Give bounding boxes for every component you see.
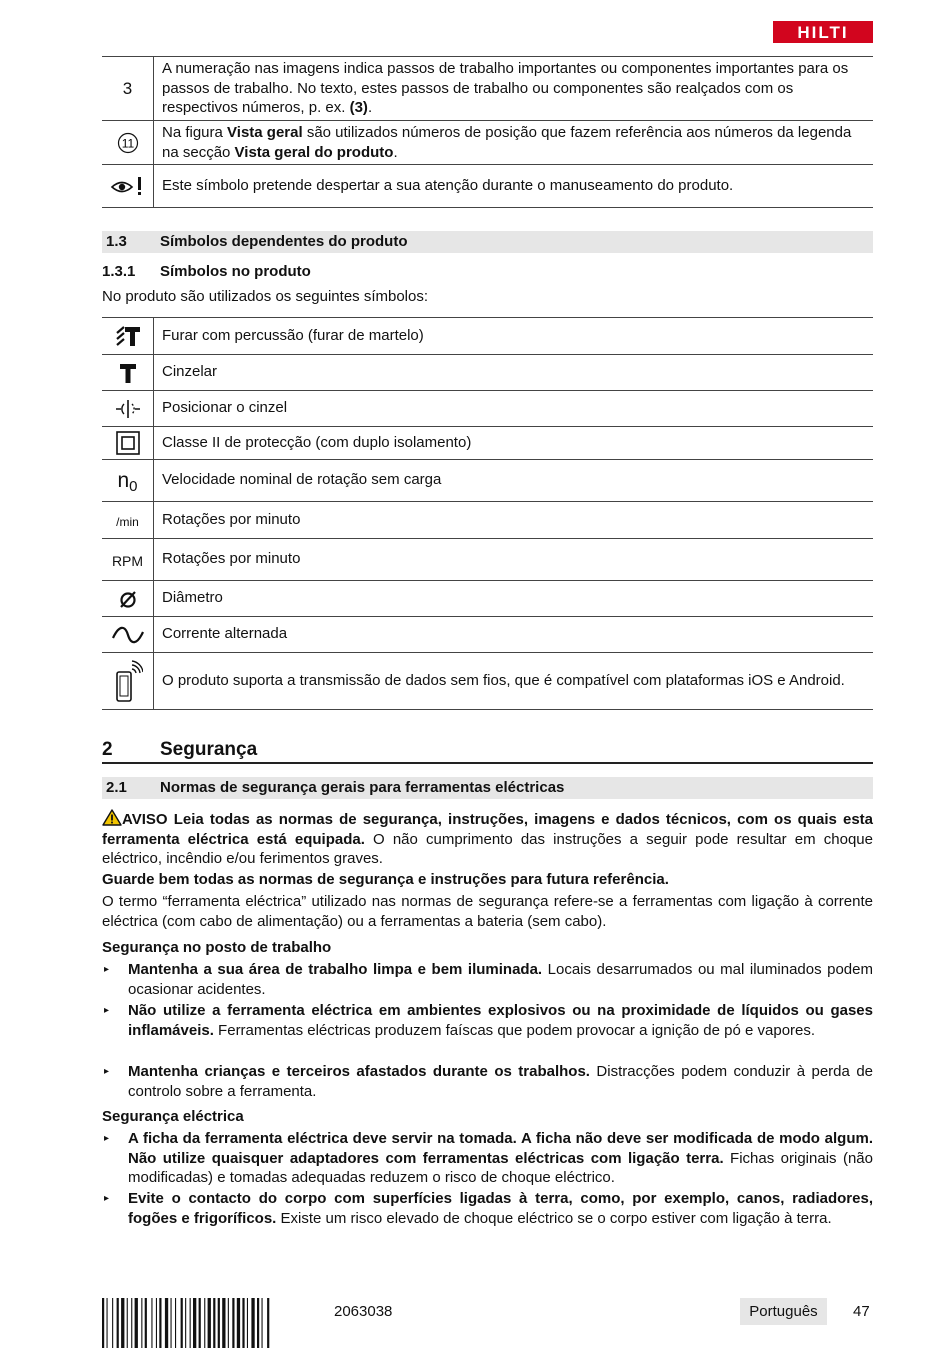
- table-row: [102, 318, 873, 355]
- barcode-bar: [156, 1298, 157, 1348]
- row-text: O produto suporta a transmissão de dados sem fios, que é compatível com plataformas iOS e Android.: [162, 671, 845, 689]
- rpm-icon: RPM: [102, 539, 154, 580]
- barcode-bar: [257, 1298, 259, 1348]
- section-heading-2: 2 Segurança: [102, 738, 873, 764]
- table-row: [102, 355, 873, 391]
- document-code: 2063038: [334, 1303, 393, 1320]
- barcode-bar: [190, 1298, 191, 1348]
- chisel-icon: [102, 355, 154, 390]
- language-label: Português: [740, 1298, 827, 1325]
- table-row: [102, 581, 873, 617]
- table-row: [102, 121, 873, 165]
- barcode-bar: [127, 1298, 128, 1348]
- row-text: Furar com percussão (furar de martelo): [162, 326, 424, 344]
- list-item: ▸ Mantenha crianças e terceiros afastados durante os trabalhos. Distracções podem conduzir à perda de controlo sobre a ferramenta.: [104, 1063, 873, 1100]
- barcode-bar: [151, 1298, 152, 1348]
- row-text: Diâmetro: [162, 589, 223, 607]
- per-min-icon: /min: [102, 502, 154, 538]
- bullet-marker-icon: ▸: [104, 964, 110, 975]
- barcode-bar: [107, 1298, 108, 1348]
- alternating-current-icon: [102, 617, 154, 652]
- barcode-bar: [262, 1298, 263, 1348]
- barcode-bar: [251, 1298, 254, 1348]
- barcode-bar: [232, 1298, 234, 1348]
- n0-icon: n 0: [102, 460, 154, 501]
- barcode-bar: [117, 1298, 119, 1348]
- warning-triangle-icon: [102, 809, 122, 826]
- barcode-bar: [102, 1298, 104, 1348]
- barcode-bar: [121, 1298, 124, 1348]
- warning-paragraph: AVISO Leia todas as normas de segurança, instruções, imagens e dados técnicos, com os quais esta ferramenta eléctrica está equipada. O não cumprimento das instruções a seguir pode resultar em choque eléctrico, incêndio e/ou ferimentos graves.: [102, 811, 873, 867]
- barcode-bar: [228, 1298, 229, 1348]
- row-text: Este símbolo pretende despertar a sua atenção durante o manuseamento do produto.: [162, 176, 734, 194]
- circled-number-icon: [102, 121, 154, 164]
- table-row: [102, 502, 873, 539]
- barcode-bar: [159, 1298, 161, 1348]
- electrical-safety-heading: Segurança eléctrica: [102, 1108, 244, 1125]
- barcode-bar: [112, 1298, 113, 1348]
- barcode-bar: [242, 1298, 244, 1348]
- table-row: [102, 617, 873, 653]
- barcode-bar: [237, 1298, 240, 1348]
- wireless-icon: [102, 653, 154, 709]
- table-row: [102, 427, 873, 460]
- barcode-bar: [135, 1298, 138, 1348]
- barcode-bar: [171, 1298, 172, 1348]
- list-item: ▸ Mantenha a sua área de trabalho limpa e bem iluminada. Locais desarrumados ou mal iluminados podem ocasionar acidentes.: [104, 961, 873, 998]
- intro-symbol-table: [102, 56, 873, 208]
- term-note: O termo “ferramenta eléctrica” utilizado nas normas de segurança refere-se a ferramentas com ligação à corrente eléctrica (com cabo de alimentação) ou a ferramentas a bateria (sem cabo).: [102, 893, 873, 930]
- list-item: ▸ Não utilize a ferramenta eléctrica em ambientes explosivos ou na proximidade de líquidos ou gases inflamáveis. Ferramentas eléctricas produzem faíscas que podem provocar a ignição de pó e vapores.: [104, 1002, 873, 1039]
- hammer-drill-icon: [102, 318, 154, 354]
- table-row: [102, 391, 873, 427]
- page-number: 47: [853, 1303, 870, 1320]
- class-ii-icon: [102, 427, 154, 459]
- svg-text:11: 11: [121, 136, 134, 150]
- table-row: [102, 57, 873, 121]
- list-item: ▸ A ficha da ferramenta eléctrica deve servir na tomada. A ficha não deve ser modificada de modo algum. Não utilize quaisquer adaptadores com ferramentas eléctricas com ligação terra. Fichas originais (não modificadas) e tomadas adequadas reduzem o risco de choque eléctrico.: [104, 1130, 873, 1186]
- row-text: Corrente alternada: [162, 625, 288, 643]
- barcode-bar: [199, 1298, 201, 1348]
- product-symbols-table: [102, 317, 873, 710]
- row-text: Classe II de protecção (com duplo isolamento): [162, 433, 472, 451]
- table-row: [102, 539, 873, 581]
- brand-text: HILTI: [797, 23, 849, 42]
- bullet-marker-icon: ▸: [104, 1193, 110, 1204]
- symbols-intro-text: No produto são utilizados os seguintes símbolos:: [102, 288, 429, 305]
- section-heading-2-1: 2.1 Normas de segurança gerais para ferramentas eléctricas: [102, 777, 873, 799]
- chisel-position-icon: [102, 391, 154, 426]
- barcode-bar: [175, 1298, 176, 1348]
- barcode-bar: [165, 1298, 168, 1348]
- barcode: [102, 1298, 322, 1348]
- step-number-symbol: 3: [102, 57, 154, 120]
- barcode-bar: [141, 1298, 142, 1348]
- barcode-bar: [213, 1298, 215, 1348]
- keep-instructions-note: Guarde bem todas as normas de segurança e instruções para futura referência.: [102, 871, 669, 888]
- list-item: ▸ Evite o contacto do corpo com superfícies ligadas à terra, como, por exemplo, canos, radiadores, fogões e frigoríficos. Existe um risco elevado de choque eléctrico se o corpo estiver com ligação à terra.: [104, 1190, 873, 1227]
- table-row: [102, 165, 873, 208]
- hilti-logo: [773, 21, 873, 43]
- row-text: Na figura Vista geral são utilizados números de posição que fazem referência aos números da legenda na secção Vista geral do produto.: [162, 124, 852, 161]
- row-text: Cinzelar: [162, 363, 218, 381]
- barcode-bar: [193, 1298, 196, 1348]
- bullet-marker-icon: ▸: [104, 1005, 110, 1016]
- barcode-bar: [247, 1298, 248, 1348]
- barcode-bar: [131, 1298, 132, 1348]
- row-text: Posicionar o cinzel: [162, 399, 288, 417]
- row-text: Rotações por minuto: [162, 510, 301, 528]
- table-row: [102, 460, 873, 502]
- table-row: [102, 653, 873, 710]
- barcode-bar: [208, 1298, 211, 1348]
- section-heading-1-3: 1.3 Símbolos dependentes do produto: [102, 231, 873, 253]
- row-text: A numeração nas imagens indica passos de trabalho importantes ou componentes importantes para os passos de trabalho. No texto, estes passos de trabalho ou componentes são realçados com os respectivos números, p. ex. (3).: [162, 60, 849, 116]
- row-text: Velocidade nominal de rotação sem carga: [162, 471, 442, 489]
- barcode-bar: [222, 1298, 225, 1348]
- barcode-bar: [145, 1298, 147, 1348]
- barcode-bar: [181, 1298, 183, 1348]
- barcode-bar: [204, 1298, 205, 1348]
- barcode-bar: [218, 1298, 220, 1348]
- subsection-heading-1-3-1: 1.3.1 Símbolos no produto: [102, 263, 311, 280]
- workplace-safety-heading: Segurança no posto de trabalho: [102, 939, 332, 956]
- bullet-marker-icon: ▸: [104, 1066, 110, 1077]
- barcode-bar: [267, 1298, 269, 1348]
- diameter-icon: [102, 581, 154, 616]
- barcode-bar: [185, 1298, 186, 1348]
- eye-warning-icon: [102, 165, 154, 207]
- row-text: Rotações por minuto: [162, 550, 301, 568]
- bullet-marker-icon: ▸: [104, 1133, 110, 1144]
